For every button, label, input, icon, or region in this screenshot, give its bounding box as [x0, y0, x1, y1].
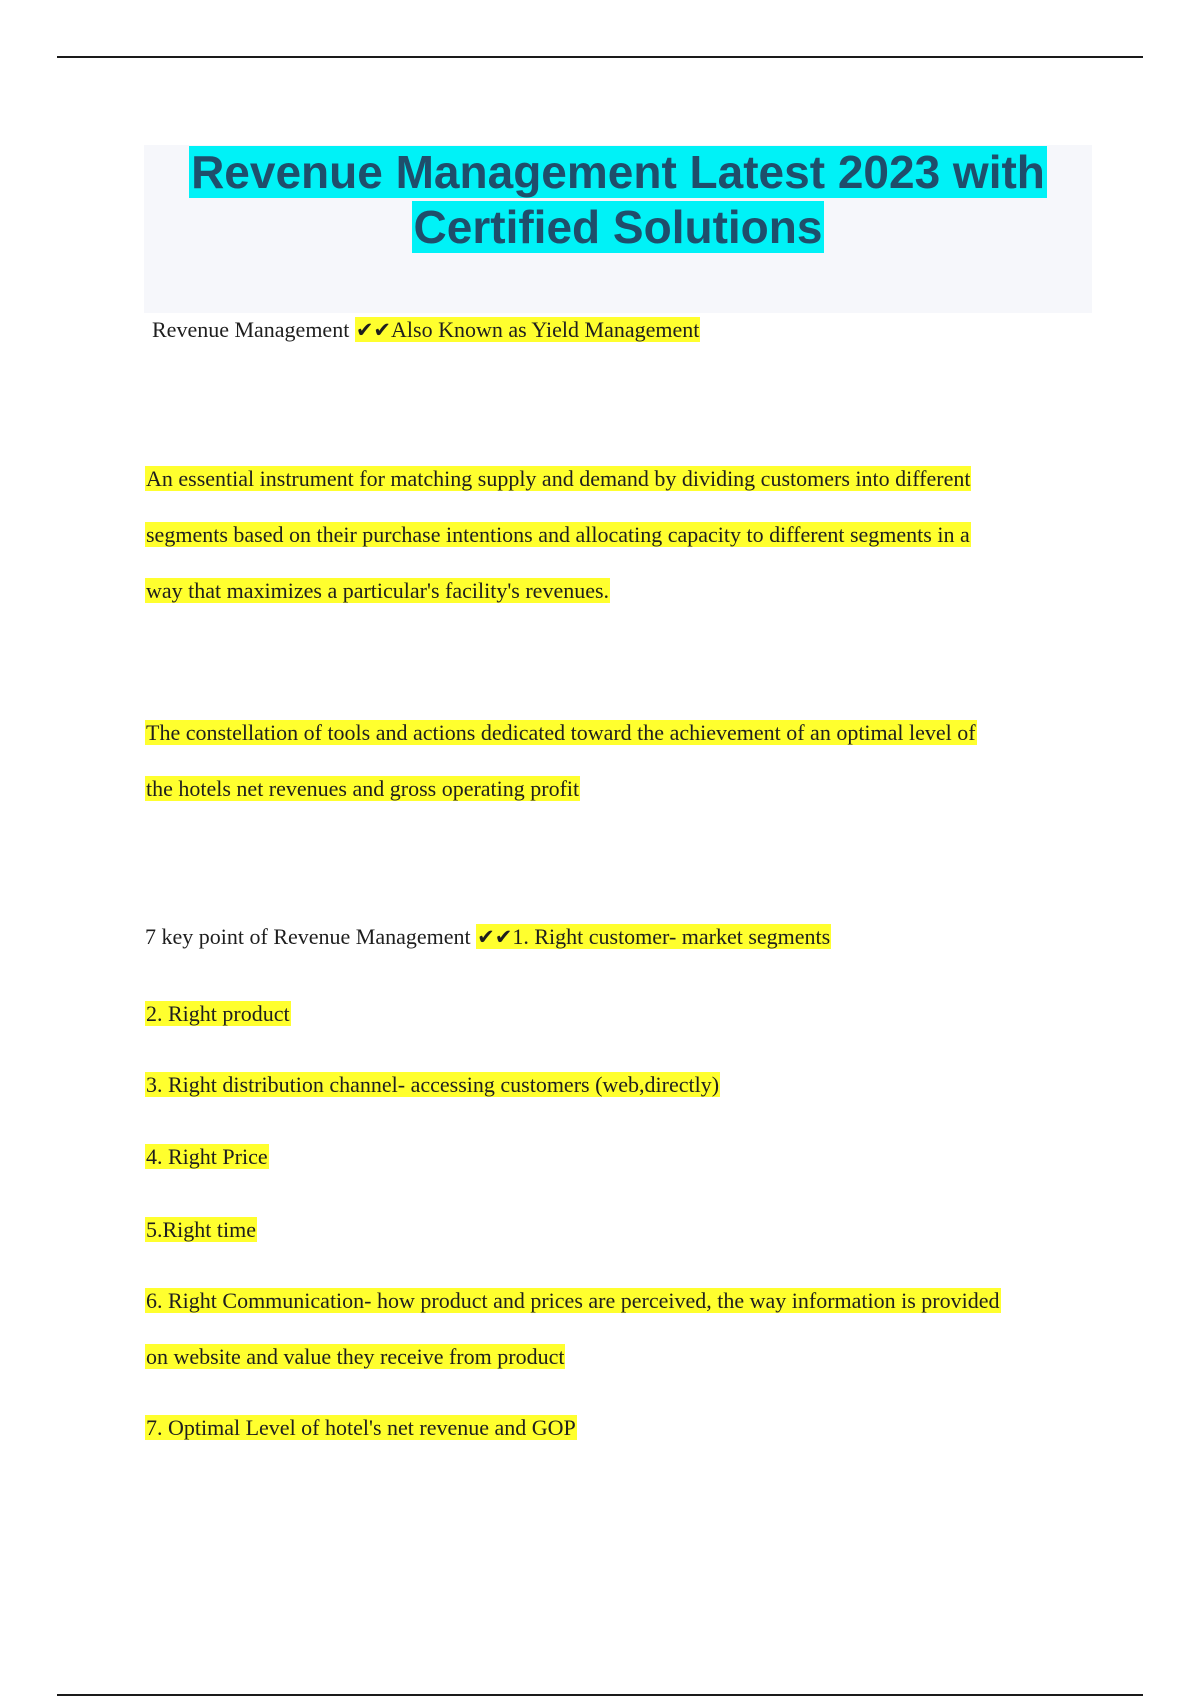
definition-2-line-1: The constellation of tools and actions dedicated toward the achievement of an optimal level of: [146, 720, 976, 745]
qa-seven-key-points: [145, 922, 831, 952]
check-mark-icon: ✔✔: [355, 318, 392, 342]
key-point-5: 5.Right time: [146, 1217, 256, 1242]
answer-text: 1. Right customer- market segments: [512, 924, 831, 949]
answer-highlight: [476, 924, 831, 949]
top-rule: [57, 56, 1143, 58]
key-point-7: 7. Optimal Level of hotel's net revenue and GOP: [146, 1415, 576, 1440]
definition-2-line-2: the hotels net revenues and gross operating profit: [146, 776, 580, 801]
key-point-6-line-1: 6. Right Communication- how product and prices are perceived, the way information is provided: [146, 1288, 1000, 1313]
key-point-2: 2. Right product: [146, 1001, 290, 1026]
definition-1-line-2: segments based on their purchase intentions and allocating capacity to different segments in a: [146, 522, 970, 547]
qa-revenue-management: [152, 315, 700, 345]
definition-1-line-3: way that maximizes a particular's facility's revenues.: [146, 578, 610, 603]
title-line-1: Revenue Management Latest 2023 with: [191, 146, 1045, 198]
title-line-2: Certified Solutions: [413, 201, 823, 253]
bottom-rule: [57, 1694, 1143, 1696]
document-title: [144, 145, 1092, 255]
definition-1-line-1: An essential instrument for matching supply and demand by dividing customers into different: [146, 466, 971, 491]
key-point-3: 3. Right distribution channel- accessing customers (web,directly): [146, 1072, 720, 1097]
answer-text: Also Known as Yield Management: [391, 317, 700, 342]
key-point-6-line-2: on website and value they receive from product: [146, 1344, 565, 1369]
key-point-4: 4. Right Price: [146, 1144, 268, 1169]
question-term: Revenue Management: [152, 317, 355, 342]
check-mark-icon: ✔✔: [477, 925, 513, 949]
question-term: 7 key point of Revenue Management: [145, 924, 477, 949]
title-block: [144, 145, 1092, 313]
answer-highlight: [355, 317, 701, 342]
